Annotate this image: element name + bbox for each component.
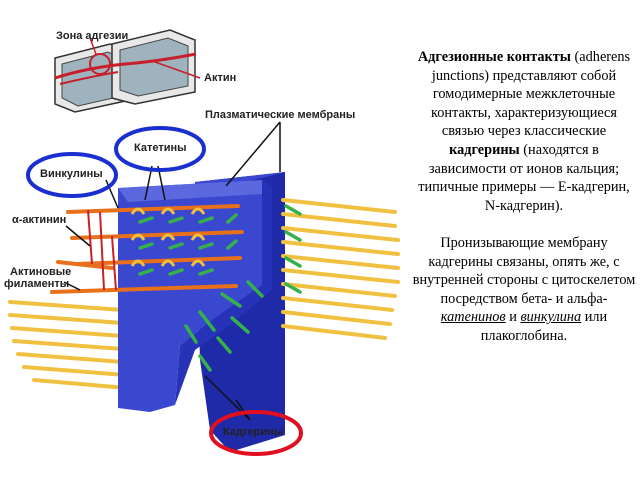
label-actin-filaments-line1: Актиновые	[10, 266, 72, 278]
label-vinculins: Винкулины	[40, 168, 103, 180]
description-p1-part-b: (находятся в зависимости от ионов кальция; типичные примеры — Е-кадгерин, N-кадгерин).	[418, 141, 630, 214]
label-plasma-membranes: Плазматические мембраны	[205, 109, 356, 121]
description-p2-and: и	[505, 309, 521, 326]
description-p2-part-a: Пронизывающие мембрану кадгерины связаны, опять же, с внутренней стороны с цитоскелетом посредством бета- и альфа-	[412, 234, 636, 307]
label-adhesion-zone: Зона адгезии	[56, 30, 129, 42]
label-catenins: Катетины	[134, 142, 187, 154]
label-alpha-actinin: α-актинин	[12, 214, 67, 226]
description-p1-part-a: (adherens junctions) представляют собой гомодимерные межклеточные контакты, характеризующиеся связью через классические	[431, 49, 631, 140]
vinculin-link[interactable]: винкулина	[520, 309, 582, 326]
alpha-actinin-links	[88, 210, 116, 290]
label-cadherins: Кадгерины	[223, 426, 284, 438]
description-p1-bold: кадгерины	[449, 141, 520, 158]
catenins-link[interactable]: катенинов	[440, 309, 506, 326]
inset-cells-illustration	[55, 30, 200, 112]
description-p2-part-b: или плакоглобина.	[480, 309, 608, 344]
right-actin-rods	[283, 200, 398, 338]
description-panel	[410, 48, 638, 346]
label-actin: Актин	[204, 72, 237, 84]
description-paragraph-1	[410, 48, 638, 215]
paragraph-gap	[410, 215, 638, 234]
description-paragraph-2	[410, 234, 638, 346]
description-title: Адгезионные контакты	[417, 49, 571, 65]
label-actin-filaments-line2: филаменты	[4, 278, 70, 290]
